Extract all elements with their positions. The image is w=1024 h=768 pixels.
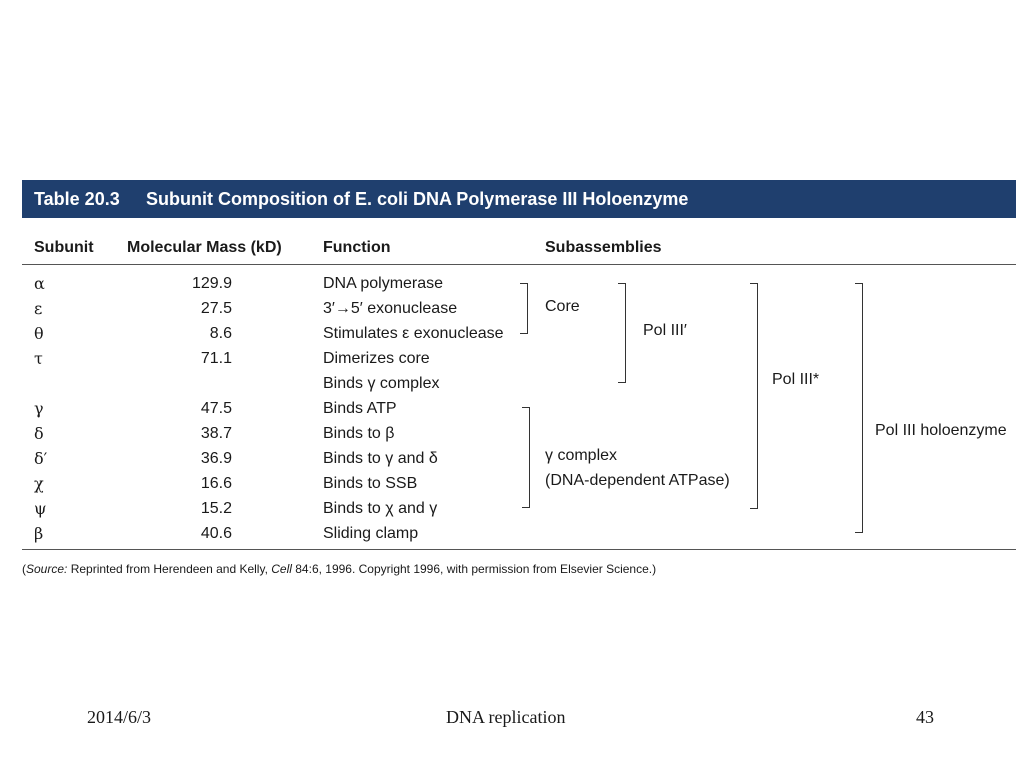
table-row (0, 521, 1024, 546)
function-cell: Binds γ complex (323, 375, 440, 392)
mass-cell: 47.5 (200, 400, 232, 417)
mass-cell: 27.5 (200, 300, 232, 317)
pol3-prime-bracket (618, 283, 626, 383)
gamma-complex-description: (DNA-dependent ATPase) (545, 472, 730, 489)
source-rest: 84:6, 1996. Copyright 1996, with permission from Elsevier Science.) (291, 562, 657, 576)
subunit-cell: γ (34, 399, 44, 418)
function-cell: 3′→5′ exonuclease (323, 300, 458, 317)
column-header-subunit: Subunit (34, 239, 94, 256)
function-cell: Binds to SSB (323, 475, 418, 492)
column-header-function: Function (323, 239, 391, 256)
core-label: Core (545, 298, 580, 315)
mass-cell: 38.7 (200, 425, 232, 442)
function-cell: Dimerizes core (323, 350, 430, 367)
table-bottom-rule (22, 549, 1016, 550)
table-title-bar (22, 180, 1016, 218)
subunit-cell: α (34, 274, 45, 293)
function-cell: Stimulates ε exonuclease (323, 325, 504, 342)
function-cell: Binds to β (323, 425, 395, 442)
mass-cell: 15.2 (200, 500, 232, 517)
source-prefix: ( (22, 562, 26, 576)
subunit-cell: ψ (34, 499, 47, 518)
mass-cell: 8.6 (209, 325, 232, 342)
table-row (0, 471, 1024, 496)
gamma-complex-label: γ complex (545, 447, 618, 464)
table-row (0, 371, 1024, 396)
table-title: Subunit Composition of E. coli DNA Polymerase III Holoenzyme (146, 189, 689, 209)
subunit-cell: θ (34, 324, 44, 343)
table-row (0, 446, 1024, 471)
subunit-cell: ε (34, 299, 43, 318)
subunit-cell: δ (34, 424, 44, 443)
column-header-mass: Molecular Mass (kD) (127, 239, 282, 256)
mass-cell: 71.1 (200, 350, 232, 367)
function-cell: Sliding clamp (323, 525, 419, 542)
footer-page-number: 43 (916, 707, 934, 727)
pol3-prime-label: Pol III′ (643, 322, 687, 339)
function-cell: DNA polymerase (323, 275, 444, 292)
source-label: Source: (26, 562, 68, 576)
function-cell: Binds ATP (323, 400, 397, 417)
table-row (0, 296, 1024, 321)
source-note (22, 562, 656, 576)
mass-cell: 129.9 (191, 275, 232, 292)
table-number: Table 20.3 (34, 189, 120, 209)
subunit-cell: β (34, 524, 44, 543)
holoenzyme-bracket (855, 283, 863, 533)
column-header-subassemblies: Subassemblies (545, 239, 662, 256)
header-divider (22, 264, 1016, 265)
pol3-star-bracket (750, 283, 758, 509)
table-row (0, 421, 1024, 446)
subunit-cell: χ (34, 474, 44, 493)
function-cell: Binds to γ and δ (323, 450, 438, 467)
table-row (0, 396, 1024, 421)
gamma-complex-bracket (522, 407, 530, 508)
table-row (0, 321, 1024, 346)
function-cell: Binds to χ and γ (323, 500, 438, 517)
table-row (0, 271, 1024, 296)
holoenzyme-label: Pol III holoenzyme (875, 422, 1007, 439)
mass-cell: 16.6 (200, 475, 232, 492)
mass-cell: 36.9 (200, 450, 232, 467)
footer-title: DNA replication (446, 707, 566, 727)
core-bracket (520, 283, 528, 334)
pol3-star-label: Pol III* (772, 371, 820, 388)
source-journal: Cell (271, 562, 292, 576)
table-row (0, 496, 1024, 521)
subunit-cell: δ′ (34, 449, 48, 468)
mass-cell: 40.6 (200, 525, 232, 542)
footer-date: 2014/6/3 (87, 707, 152, 727)
table-row (0, 346, 1024, 371)
source-text: Reprinted from Herendeen and Kelly, (67, 562, 272, 576)
subunit-cell: τ (34, 349, 43, 368)
